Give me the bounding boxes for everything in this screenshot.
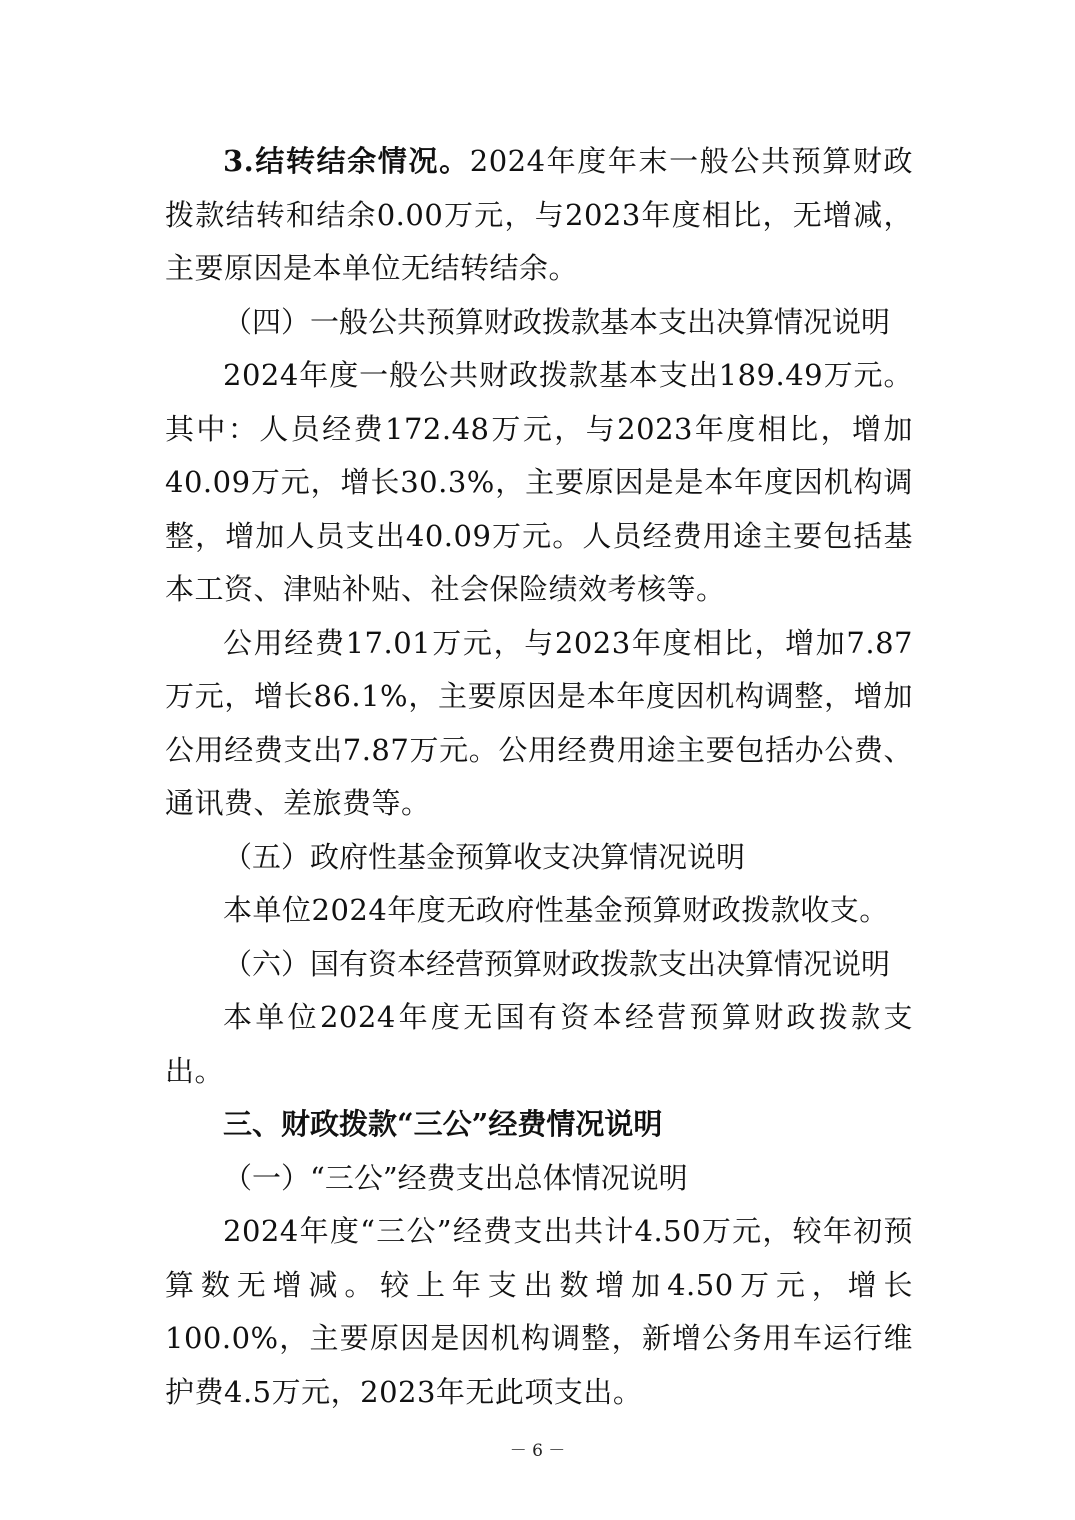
part-3-sub1-heading: （一）“三公”经费支出总体情况说明 bbox=[223, 1160, 688, 1195]
section-6-text: 本单位2024年度无国有资本经营预算财政拨款支出。 bbox=[165, 1000, 913, 1088]
carryover-text: 2024年度年末一般公共预算财政拨款结转和结余0.00万元，与2023年度相比，无增减，主要原因是本单位无结转结余。 bbox=[165, 144, 913, 285]
section-4-heading: （四）一般公共预算财政拨款基本支出决算情况说明 bbox=[223, 304, 891, 339]
section-6-heading: （六）国有资本经营预算财政拨款支出决算情况说明 bbox=[223, 946, 891, 981]
carryover-heading: 3.结转结余情况。 bbox=[223, 144, 470, 178]
section-5-heading: （五）政府性基金预算收支决算情况说明 bbox=[223, 839, 746, 874]
document-page bbox=[165, 135, 913, 1419]
part-3-sub1-text: 2024年度“三公”经费支出共计4.50万元，较年初预算数无增减。较上年支出数增加4.50万元，增长100.0%，主要原因是因机构调整，新增公务用车运行维护费4.5万元，2023年无此项支出。 bbox=[165, 1214, 913, 1409]
section-4-paragraph-2: 公用经费17.01万元，与2023年度相比，增加7.87万元，增长86.1%，主要原因是本年度因机构调整，增加公用经费支出7.87万元。公用经费用途主要包括办公费、通讯费、差旅费等。 bbox=[165, 625, 913, 820]
carryover-paragraph bbox=[165, 135, 913, 296]
part-3-heading: 三、财政拨款“三公”经费情况说明 bbox=[223, 1107, 663, 1141]
section-5-text: 本单位2024年度无政府性基金预算财政拨款收支。 bbox=[223, 893, 889, 927]
section-4-paragraph-1: 2024年度一般公共财政拨款基本支出189.49万元。其中：人员经费172.48万元，与2023年度相比，增加40.09万元，增长30.3%，主要原因是是本年度因机构调整，增加人员支出40.09万元。人员经费用途主要包括基本工资、津贴补贴、社会保险绩效考核等。 bbox=[165, 358, 913, 606]
page-number: － 6 － bbox=[509, 1441, 566, 1461]
